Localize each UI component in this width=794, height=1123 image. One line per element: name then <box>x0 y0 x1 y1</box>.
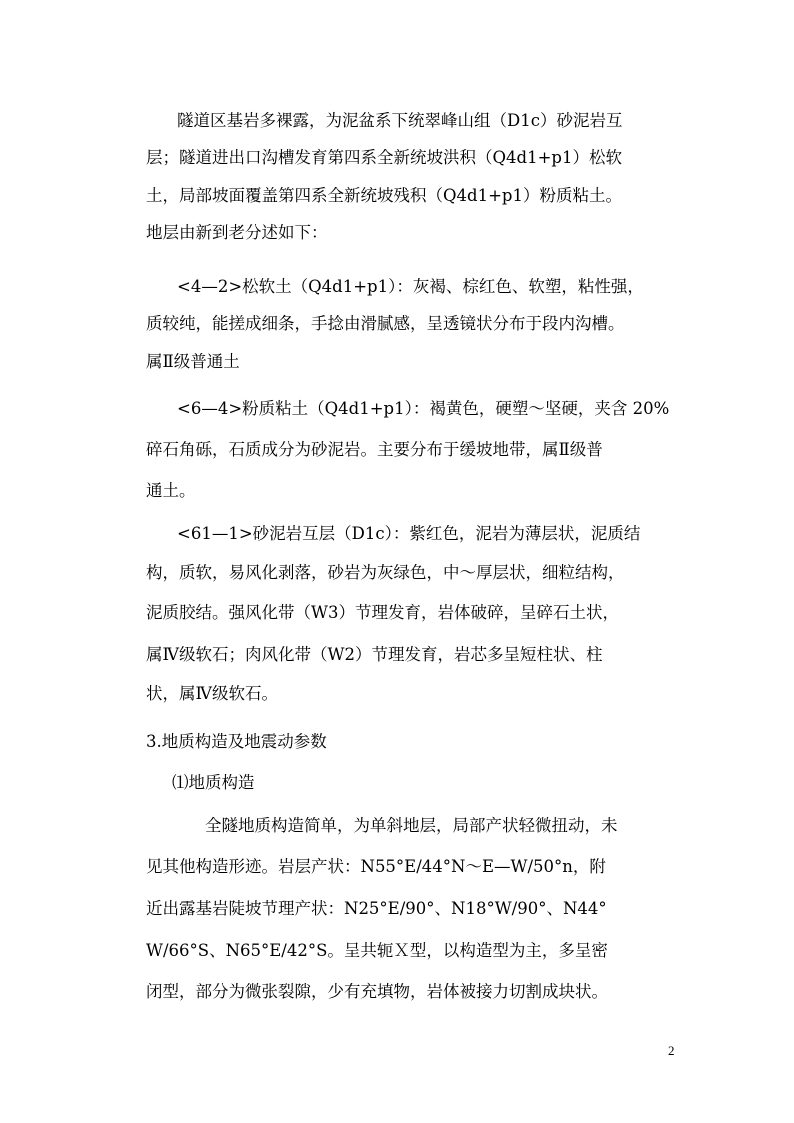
text-line-12: 构，质软，易风化剥落，砂岩为灰绿色，中～厚层状，细粒结构， <box>146 563 625 582</box>
text-line-3: 土，局部坡面覆盖第四系全新统坡残积（Q4d1+p1）粉质粘土。 <box>146 186 622 205</box>
text-line-11: <61—1>砂泥岩互层（D1c）：紫红色，泥岩为薄层状，泥质结 <box>177 524 641 543</box>
section-heading: 3.地质构造及地震动参数 <box>146 732 327 751</box>
text-line-21: W/66°S、N65°E/42°S。呈共轭Ｘ型，以构造型为主，多呈密 <box>146 941 608 960</box>
text-line-8: <6—4>粉质粘土（Q4d1+p1）：褐黄色，硬塑～坚硬，夹含 20% <box>177 399 670 418</box>
text-line-20: 近出露基岩陡坡节理产状：N25°E/90°、N18°W/90°、N44° <box>146 899 607 918</box>
text-line-9: 碎石角砾，石质成分为砂泥岩。主要分布于缓坡地带，属Ⅱ级普 <box>146 440 603 459</box>
text-line-14: 属Ⅳ级软石；肉风化带（W2）节理发育，岩芯多呈短柱状、柱 <box>146 645 603 664</box>
text-line-4: 地层由新到老分述如下： <box>146 223 328 242</box>
page-number: 2 <box>668 1043 675 1058</box>
text-line-10: 通土。 <box>146 481 196 500</box>
text-line-5: <4—2>松软土（Q4d1+p1）：灰褐、棕红色、软塑，粘性强， <box>177 277 644 296</box>
text-line-18: 全隧地质构造简单，为单斜地层，局部产状轻微扭动，未 <box>205 816 618 835</box>
text-line-22: 闭型，部分为微张裂隙，少有充填物，岩体被接力切割成块状。 <box>146 982 608 1001</box>
subsection-heading: ⑴地质构造 <box>172 773 255 792</box>
text-line-6: 质较纯，能搓成细条，手捻由滑腻感，呈透镜状分布于段内沟槽。 <box>146 314 625 333</box>
text-line-13: 泥质胶结。强风化带（W3）节理发育，岩体破碎，呈碎石土状， <box>146 603 619 622</box>
text-line-19: 见其他构造形迹。岩层产状：N55°E/44°N～E—W/50°n，附 <box>146 857 606 876</box>
text-line-7: 属Ⅱ级普通土 <box>146 352 240 371</box>
text-line-2: 层；隧道进出口沟槽发育第四系全新统坡洪积（Q4d1+p1）松软 <box>146 148 622 167</box>
text-line-15: 状，属Ⅳ级软石。 <box>146 684 278 703</box>
text-line-1: 隧道区基岩多裸露，为泥盆系下统翠峰山组（D1c）砂泥岩互 <box>177 111 623 130</box>
